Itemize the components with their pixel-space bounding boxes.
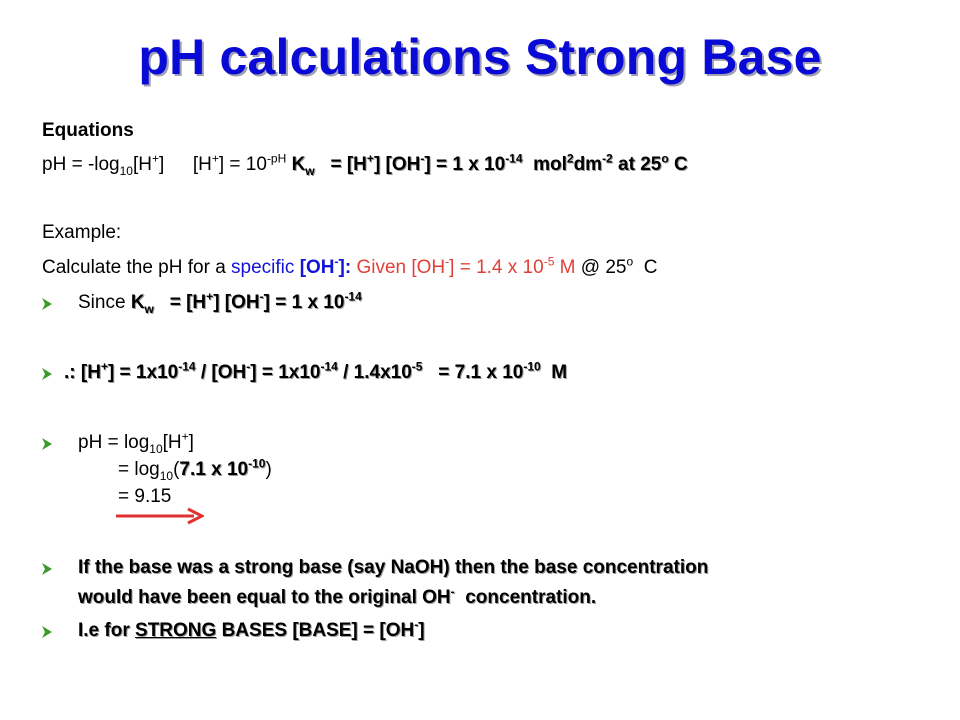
eq-ph-text: pH = -log [42, 154, 120, 175]
equations-line: pH = $-\log_{10}[H^+] [H^+] = 10^{-pH}$ $K_w$ = [H+] [OH-] = 1 x $10^{-14}$ $mol^2dm^{-2}$ at 25$^o$ C [42, 151, 688, 178]
example-label: Example: [42, 222, 122, 243]
slide-title: pH calculations Strong Base [138, 29, 822, 85]
ie-line: I.e for STRONG BASES [BASE] = [OH-] [78, 617, 425, 641]
arrow-bullet-icon [42, 438, 52, 450]
calculate-line: Calculate the pH for a specific [OH-]: Given [OH-] = 1.4 x $10^{-5}$ M @ 25$^o$ C [42, 254, 658, 278]
given-text: Given [OH-] = 1.4 x $10^{-5}$ M [356, 254, 576, 278]
strong-base-line-1: If the base was a strong base (say NaOH) then the base concentration [78, 557, 709, 578]
ph-line-3: = 9.15 [118, 486, 172, 507]
ph-line-1: pH = $\log_{10}[H^+]$ [78, 429, 194, 456]
eq-h-text: [H [192, 154, 212, 175]
specific-text: specific [231, 257, 295, 278]
kw-equation: $K_w$ = [H+] [OH-] = 1 x $10^{-14}$ $mol^2dm^{-2}$ at 25$^o$ C [291, 151, 688, 178]
since-kw: $K_w$ = [H+] [OH-] = 1 x $10^{-14}$ [130, 289, 362, 316]
given-temp: @ 25$^o$ C [580, 254, 658, 278]
strong-base-line-2: would have been equal to the original OH- concentration. [78, 584, 597, 608]
arrow-bullet-icon [42, 298, 52, 310]
ph-line-2: = $\log_{10}(7.1$ x $10^{-10}$) [118, 456, 272, 483]
oh-bracket: [OH-]: [299, 254, 352, 278]
arrow-bullet-icon [42, 626, 52, 638]
red-arrow-icon [116, 507, 204, 530]
since-line: Since $K_w$ = [H+] [OH-] = 1 x $10^{-14}$ [78, 289, 362, 316]
arrow-bullet-icon [42, 368, 52, 380]
arrow-bullet-icon [42, 563, 52, 575]
therefore-line: .: $[H^+] = 1x10^{-14} / [OH^-] = 1x10^{-14} / 1.4x10^{-5}$ = 7.1 x $10^{-10}$ M [64, 359, 568, 383]
equations-heading: Equations [42, 120, 134, 141]
strong-underlined: STRONG [135, 620, 217, 641]
